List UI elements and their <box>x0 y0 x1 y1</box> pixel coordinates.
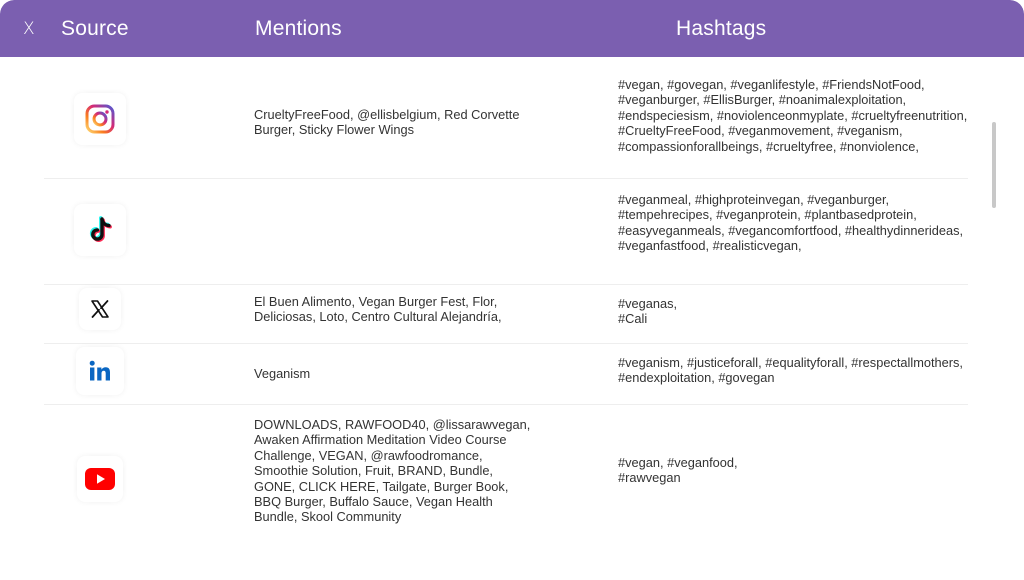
mentions-text: El Buen Alimento, Vegan Burger Fest, Flor, Deliciosas, Loto, Centro Cultural Alejandría, <box>254 294 502 325</box>
table-row <box>44 284 968 344</box>
linkedin-icon[interactable] <box>76 347 124 395</box>
table-row <box>44 343 968 405</box>
scrollbar[interactable] <box>992 122 996 208</box>
close-button[interactable]: X <box>23 19 35 39</box>
table-row <box>44 57 968 179</box>
mentions-text: Veganism <box>254 366 311 381</box>
hashtags-text: #veganism, #justiceforall, #equalityforall, #respectallmothers, #endexploitation, #govegan <box>618 355 963 386</box>
header-mentions: Mentions <box>255 17 342 40</box>
instagram-icon[interactable] <box>74 93 126 145</box>
table-row <box>44 404 968 554</box>
table-row <box>44 178 968 285</box>
x-icon[interactable] <box>79 288 121 330</box>
header-source: Source <box>61 17 129 40</box>
table-header <box>0 0 1024 57</box>
header-hashtags: Hashtags <box>676 17 767 40</box>
hashtags-text: #vegan, #govegan, #veganlifestyle, #FriendsNotFood, #veganburger, #EllisBurger, #noanimalexploitation, #endspeciesism, #noviolenceonmyplate, #crueltyfreenutrition, #CrueltyFreeFood, #veganmovement, #veganism, #compassionforallbeings, #crueltyfree, #nonviolence, <box>618 77 968 154</box>
hashtags-text: #vegan, #veganfood, #rawvegan <box>618 455 738 486</box>
hashtags-text: #veganmeal, #highproteinvegan, #veganburger, #tempehrecipes, #veganprotein, #plantbasedprotein, #easyveganmeals, #vegancomfortfood, #healthydinnerideas, #veganfastfood, #realisticvegan, <box>618 192 964 254</box>
hashtags-text: #veganas, #Cali <box>618 296 678 327</box>
youtube-icon[interactable] <box>77 456 123 502</box>
tiktok-icon[interactable] <box>74 204 126 256</box>
mentions-text: CrueltyFreeFood, @ellisbelgium, Red Corvette Burger, Sticky Flower Wings <box>254 107 520 138</box>
mentions-text: DOWNLOADS, RAWFOOD40, @lissarawvegan, Awaken Affirmation Meditation Video Course Challenge, VEGAN, @rawfoodromance, Smoothie Solution, Fruit, BRAND, Bundle, GONE, CLICK HERE, Tailgate, Burger Book, BBQ Burger, Buffalo Sauce, Vegan Health Bundle, Skool Community <box>254 417 531 525</box>
